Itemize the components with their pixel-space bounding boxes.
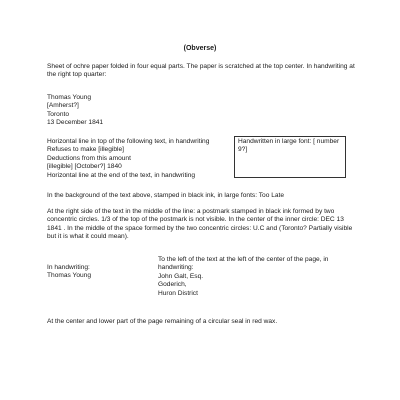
- right-column-line: To the left of the text at the left of the center of the page, in: [158, 256, 329, 263]
- address-line: Toronto: [47, 110, 69, 118]
- postmark-line: concentric circles. 1/3 of the top of the postmark is not visible. In the center of the inner circle: DEC 13: [47, 216, 344, 224]
- large-font-note-line: 9?]: [238, 146, 248, 154]
- intro-line: Sheet of ochre paper folded in four equal parts. The paper is scratched at the top center. In handwriting at: [47, 63, 355, 70]
- intro-line: the right top quarter:: [47, 71, 107, 79]
- address-block: [47, 94, 357, 128]
- left-column-line: In handwriting:: [47, 264, 90, 271]
- right-column-note: [158, 256, 358, 298]
- address-line: Thomas Young: [47, 94, 91, 101]
- right-column-line: John Galt, Esq.: [158, 272, 204, 280]
- wax-seal-note: At the center and lower part of the page remaining of a circular seal in red wax.: [47, 318, 278, 325]
- postmark-line: 1841 . In the middle of the space formed by the two concentric circles: U.C and (Toronto? Partially visible: [47, 224, 353, 232]
- intro-paragraph: [47, 63, 357, 80]
- large-font-note-line: Handwritten in large font: [ number: [238, 138, 340, 145]
- page-heading: (Obverse): [183, 45, 217, 52]
- transcription-line: [illegible] [October?] 1840: [47, 163, 122, 171]
- transcription-line: Refuses to make [illegible]: [47, 146, 124, 154]
- handwriting-transcription: [47, 138, 227, 180]
- right-column-line: handwriting:: [158, 264, 194, 272]
- address-line: 13 December 1841: [47, 119, 104, 127]
- transcription-line: Horizontal line at the end of the text, in handwriting: [47, 171, 196, 179]
- left-column-note: [47, 264, 147, 281]
- address-line: [Amherst?]: [47, 102, 79, 110]
- postmark-line: but it is what it could mean).: [47, 233, 129, 241]
- large-font-note-box: [234, 136, 346, 178]
- stamp-note: In the background of the text above, stamped in black ink, in large fonts: Too Late: [47, 192, 285, 199]
- postmark-note: [47, 208, 357, 242]
- transcription-line: Deductions from this amount: [47, 154, 131, 162]
- transcription-line: Horizontal line in top of the following text, in handwriting: [47, 138, 210, 145]
- right-column-line: Goderich,: [158, 281, 187, 289]
- left-column-line: Thomas Young: [47, 272, 91, 280]
- right-column-line: Huron District: [158, 289, 198, 297]
- postmark-line: At the right side of the text in the middle of the line: a postmark stamped in black ink formed by two: [47, 208, 335, 215]
